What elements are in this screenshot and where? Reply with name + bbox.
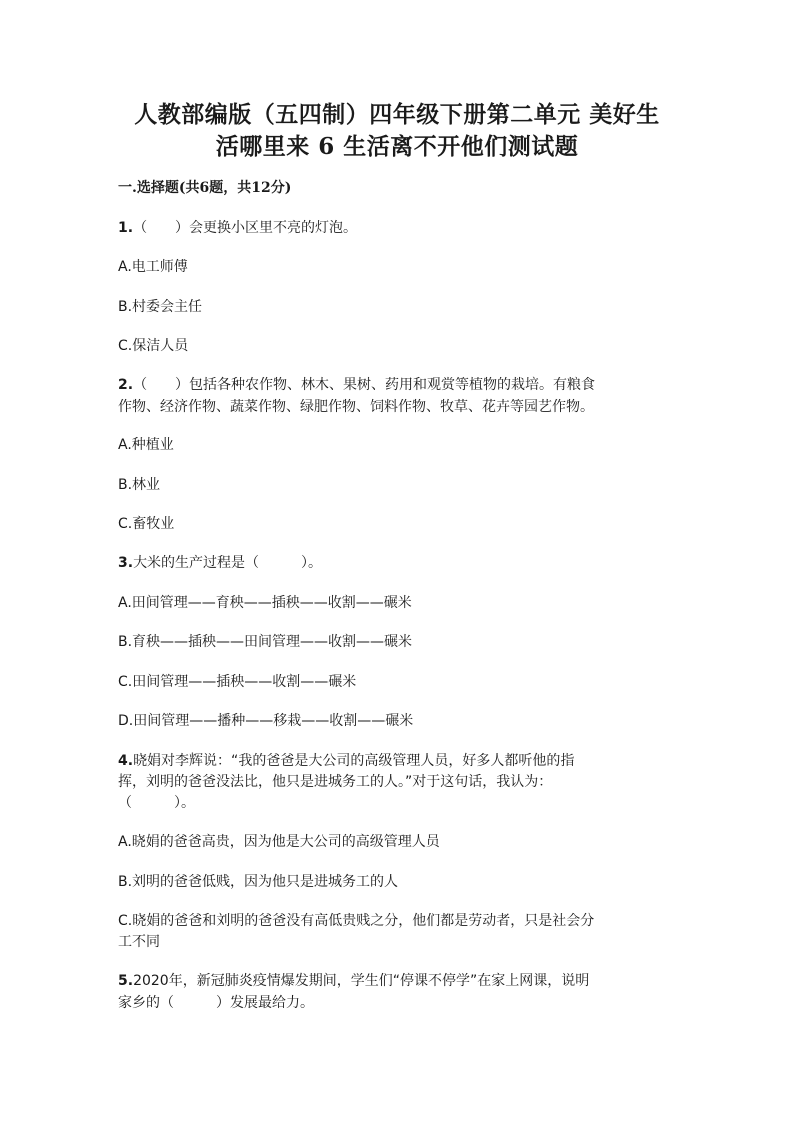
question-5-stem-cont: 家乡的（ ）发展最给力。 bbox=[118, 995, 314, 1011]
page-title-line-2: 活哪里来 6 生活离不开他们测试题 bbox=[215, 133, 579, 160]
question-text: （ ）包括各种农作物、林木、果树、药用和观赏等植物的栽培。有粮食 bbox=[133, 377, 596, 393]
question-4-stem-cont-2: （ ）。 bbox=[118, 795, 195, 811]
section-heading: 一.选择题(共6题，共12分) bbox=[118, 180, 292, 196]
question-number: 3. bbox=[118, 555, 134, 571]
question-2-option-c: C.畜牧业 bbox=[118, 516, 175, 532]
question-2-option-a: A.种植业 bbox=[118, 437, 174, 453]
question-3-option-a: A.田间管理——育秧——插秧——收割——碾米 bbox=[118, 595, 412, 611]
question-3-stem bbox=[118, 552, 678, 574]
question-text: 晓娟对李辉说：“我的爸爸是大公司的高级管理人员，好多人都听他的指 bbox=[133, 753, 575, 769]
question-number: 1. bbox=[118, 220, 134, 236]
question-1-option-b: B.村委会主任 bbox=[118, 299, 203, 315]
question-3-option-b: B.育秧——插秧——田间管理——收割——碾米 bbox=[118, 634, 413, 650]
question-2-stem-cont: 作物、经济作物、蔬菜作物、绿肥作物、饲料作物、牧草、花卉等园艺作物。 bbox=[118, 399, 594, 415]
question-text: 大米的生产过程是（ ）。 bbox=[133, 555, 323, 571]
question-4-stem-cont-1: 挥，刘明的爸爸没法比，他只是进城务工的人。”对于这句话，我认为： bbox=[118, 774, 553, 790]
question-text: 2020年，新冠肺炎疫情爆发期间，学生们“停课不停学”在家上网课，说明 bbox=[133, 973, 590, 989]
question-4-option-c-cont: 工不同 bbox=[118, 934, 160, 950]
question-4-option-b: B.刘明的爸爸低贱，因为他只是进城务工的人 bbox=[118, 874, 399, 890]
question-4-option-a: A.晓娟的爸爸高贵，因为他是大公司的高级管理人员 bbox=[118, 834, 440, 850]
question-number: 5. bbox=[118, 973, 134, 989]
question-3-option-d: D.田间管理——播种——移栽——收割——碾米 bbox=[118, 713, 414, 729]
question-4-option-c: C.晓娟的爸爸和刘明的爸爸没有高低贵贱之分，他们都是劳动者，只是社会分 bbox=[118, 913, 595, 929]
question-1-option-c: C.保洁人员 bbox=[118, 338, 189, 354]
question-number: 4. bbox=[118, 753, 134, 769]
question-3-option-c: C.田间管理——插秧——收割——碾米 bbox=[118, 674, 357, 690]
question-text: （ ）会更换小区里不亮的灯泡。 bbox=[133, 220, 358, 236]
question-4-stem bbox=[118, 750, 678, 772]
question-2-option-b: B.林业 bbox=[118, 477, 161, 493]
question-5-stem bbox=[118, 970, 678, 992]
question-number: 2. bbox=[118, 377, 134, 393]
question-1-stem bbox=[118, 217, 678, 239]
question-2-stem bbox=[118, 374, 678, 396]
question-1-option-a: A.电工师傅 bbox=[118, 259, 188, 275]
page-title-line-1: 人教部编版（五四制）四年级下册第二单元 美好生 bbox=[134, 101, 660, 128]
